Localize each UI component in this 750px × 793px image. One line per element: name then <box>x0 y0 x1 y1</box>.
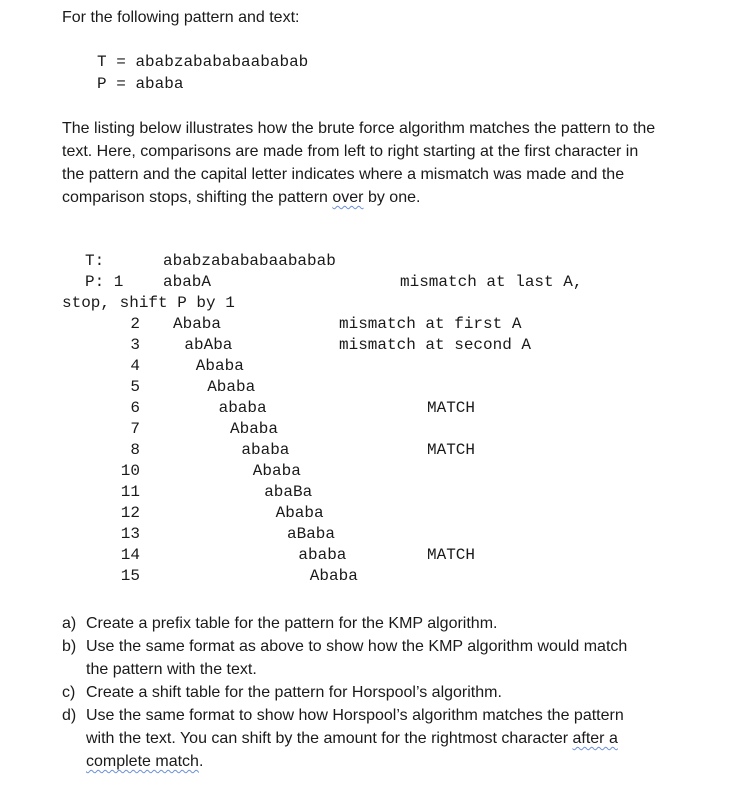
row-pattern: Ababa <box>195 357 244 375</box>
question-item <box>62 612 652 635</box>
paragraph-text: one. <box>384 189 421 206</box>
row-mismatch-note: mismatch at second A <box>339 336 532 354</box>
row-pattern: Ababa <box>173 315 222 333</box>
row-pattern: Ababa <box>207 378 256 396</box>
question-item <box>62 681 652 704</box>
listing-wrap-note: stop, shift P by 1 <box>62 294 235 312</box>
row-pattern: ababa <box>218 399 267 417</box>
row-pattern: Ababa <box>230 420 279 438</box>
row-pattern: abaBa <box>264 483 313 501</box>
row-number: 14 <box>120 546 140 564</box>
spellcheck-word: over <box>332 189 364 206</box>
row-number: 15 <box>120 567 140 585</box>
row-pattern: ababa <box>298 546 347 564</box>
row-number: 6 <box>130 399 140 417</box>
pattern-definition <box>97 75 183 93</box>
listing-p-value: ababA <box>163 273 212 291</box>
def-eq: = <box>116 75 126 93</box>
question-text: Create a shift table for the pattern for Horspool’s algorithm. <box>86 684 502 701</box>
row-pattern: Ababa <box>275 504 324 522</box>
def-name: P <box>97 75 107 93</box>
row-pattern: aBaba <box>287 525 336 543</box>
row-number: 2 <box>130 315 140 333</box>
question-item <box>62 635 652 681</box>
row-match-note: MATCH <box>427 441 476 459</box>
question-text: Create a prefix table for the pattern for the KMP algorithm. <box>86 615 498 632</box>
row-number: 11 <box>120 483 140 501</box>
paragraph-text: The listing below illustrates how the brute force algorithm matches the pattern to the text. Here, comparisons are made from left to right starting at the first character in the pattern and the capital letter indicates where a mismatch was made and the comparison stops, shifting the pattern <box>62 120 656 206</box>
listing-t-value: ababzabababaababab <box>163 252 336 270</box>
row-match-note: MATCH <box>427 546 476 564</box>
listing-t-label: T: <box>85 252 105 270</box>
row-number: 12 <box>120 504 140 522</box>
row-number: 13 <box>120 525 140 543</box>
row-number: 10 <box>120 462 140 480</box>
text-definition <box>97 53 308 71</box>
row-pattern: abAba <box>184 336 233 354</box>
spellcheck-phrase: after a complete match <box>86 730 618 770</box>
question-letter: d) <box>62 707 77 724</box>
row-pattern: ababa <box>241 441 290 459</box>
row-number: 8 <box>130 441 140 459</box>
row-number: 4 <box>130 357 140 375</box>
row-number: 5 <box>130 378 140 396</box>
question-text: Use the same format as above to show how the KMP algorithm would match the pattern with the text. <box>86 638 628 678</box>
paragraph-text: by <box>363 189 385 206</box>
row-number: 7 <box>130 420 140 438</box>
question-letter: c) <box>62 684 76 701</box>
question-text: Use the same format to show how Horspool’s algorithm matches the pattern with the text. You can shift by the amount for the rightmost character <box>86 707 624 747</box>
question-item <box>62 704 652 773</box>
listing-p-note: mismatch at last A, <box>400 273 583 291</box>
def-name: T <box>97 53 107 71</box>
row-pattern: Ababa <box>252 462 301 480</box>
def-eq: = <box>116 53 126 71</box>
question-letter: b) <box>62 638 77 655</box>
listing-p-label: P: 1 <box>85 273 124 291</box>
row-mismatch-note: mismatch at first A <box>339 315 522 333</box>
intro-text: For the following pattern and text: <box>62 9 300 26</box>
row-number: 3 <box>130 336 140 354</box>
question-text: . <box>198 753 204 770</box>
question-list <box>62 612 652 773</box>
row-pattern: Ababa <box>309 567 358 585</box>
def-value: ababa <box>135 75 184 93</box>
row-match-note: MATCH <box>427 399 476 417</box>
question-letter: a) <box>62 615 77 632</box>
description-paragraph <box>62 117 662 209</box>
def-value: ababzabababaababab <box>135 53 309 71</box>
